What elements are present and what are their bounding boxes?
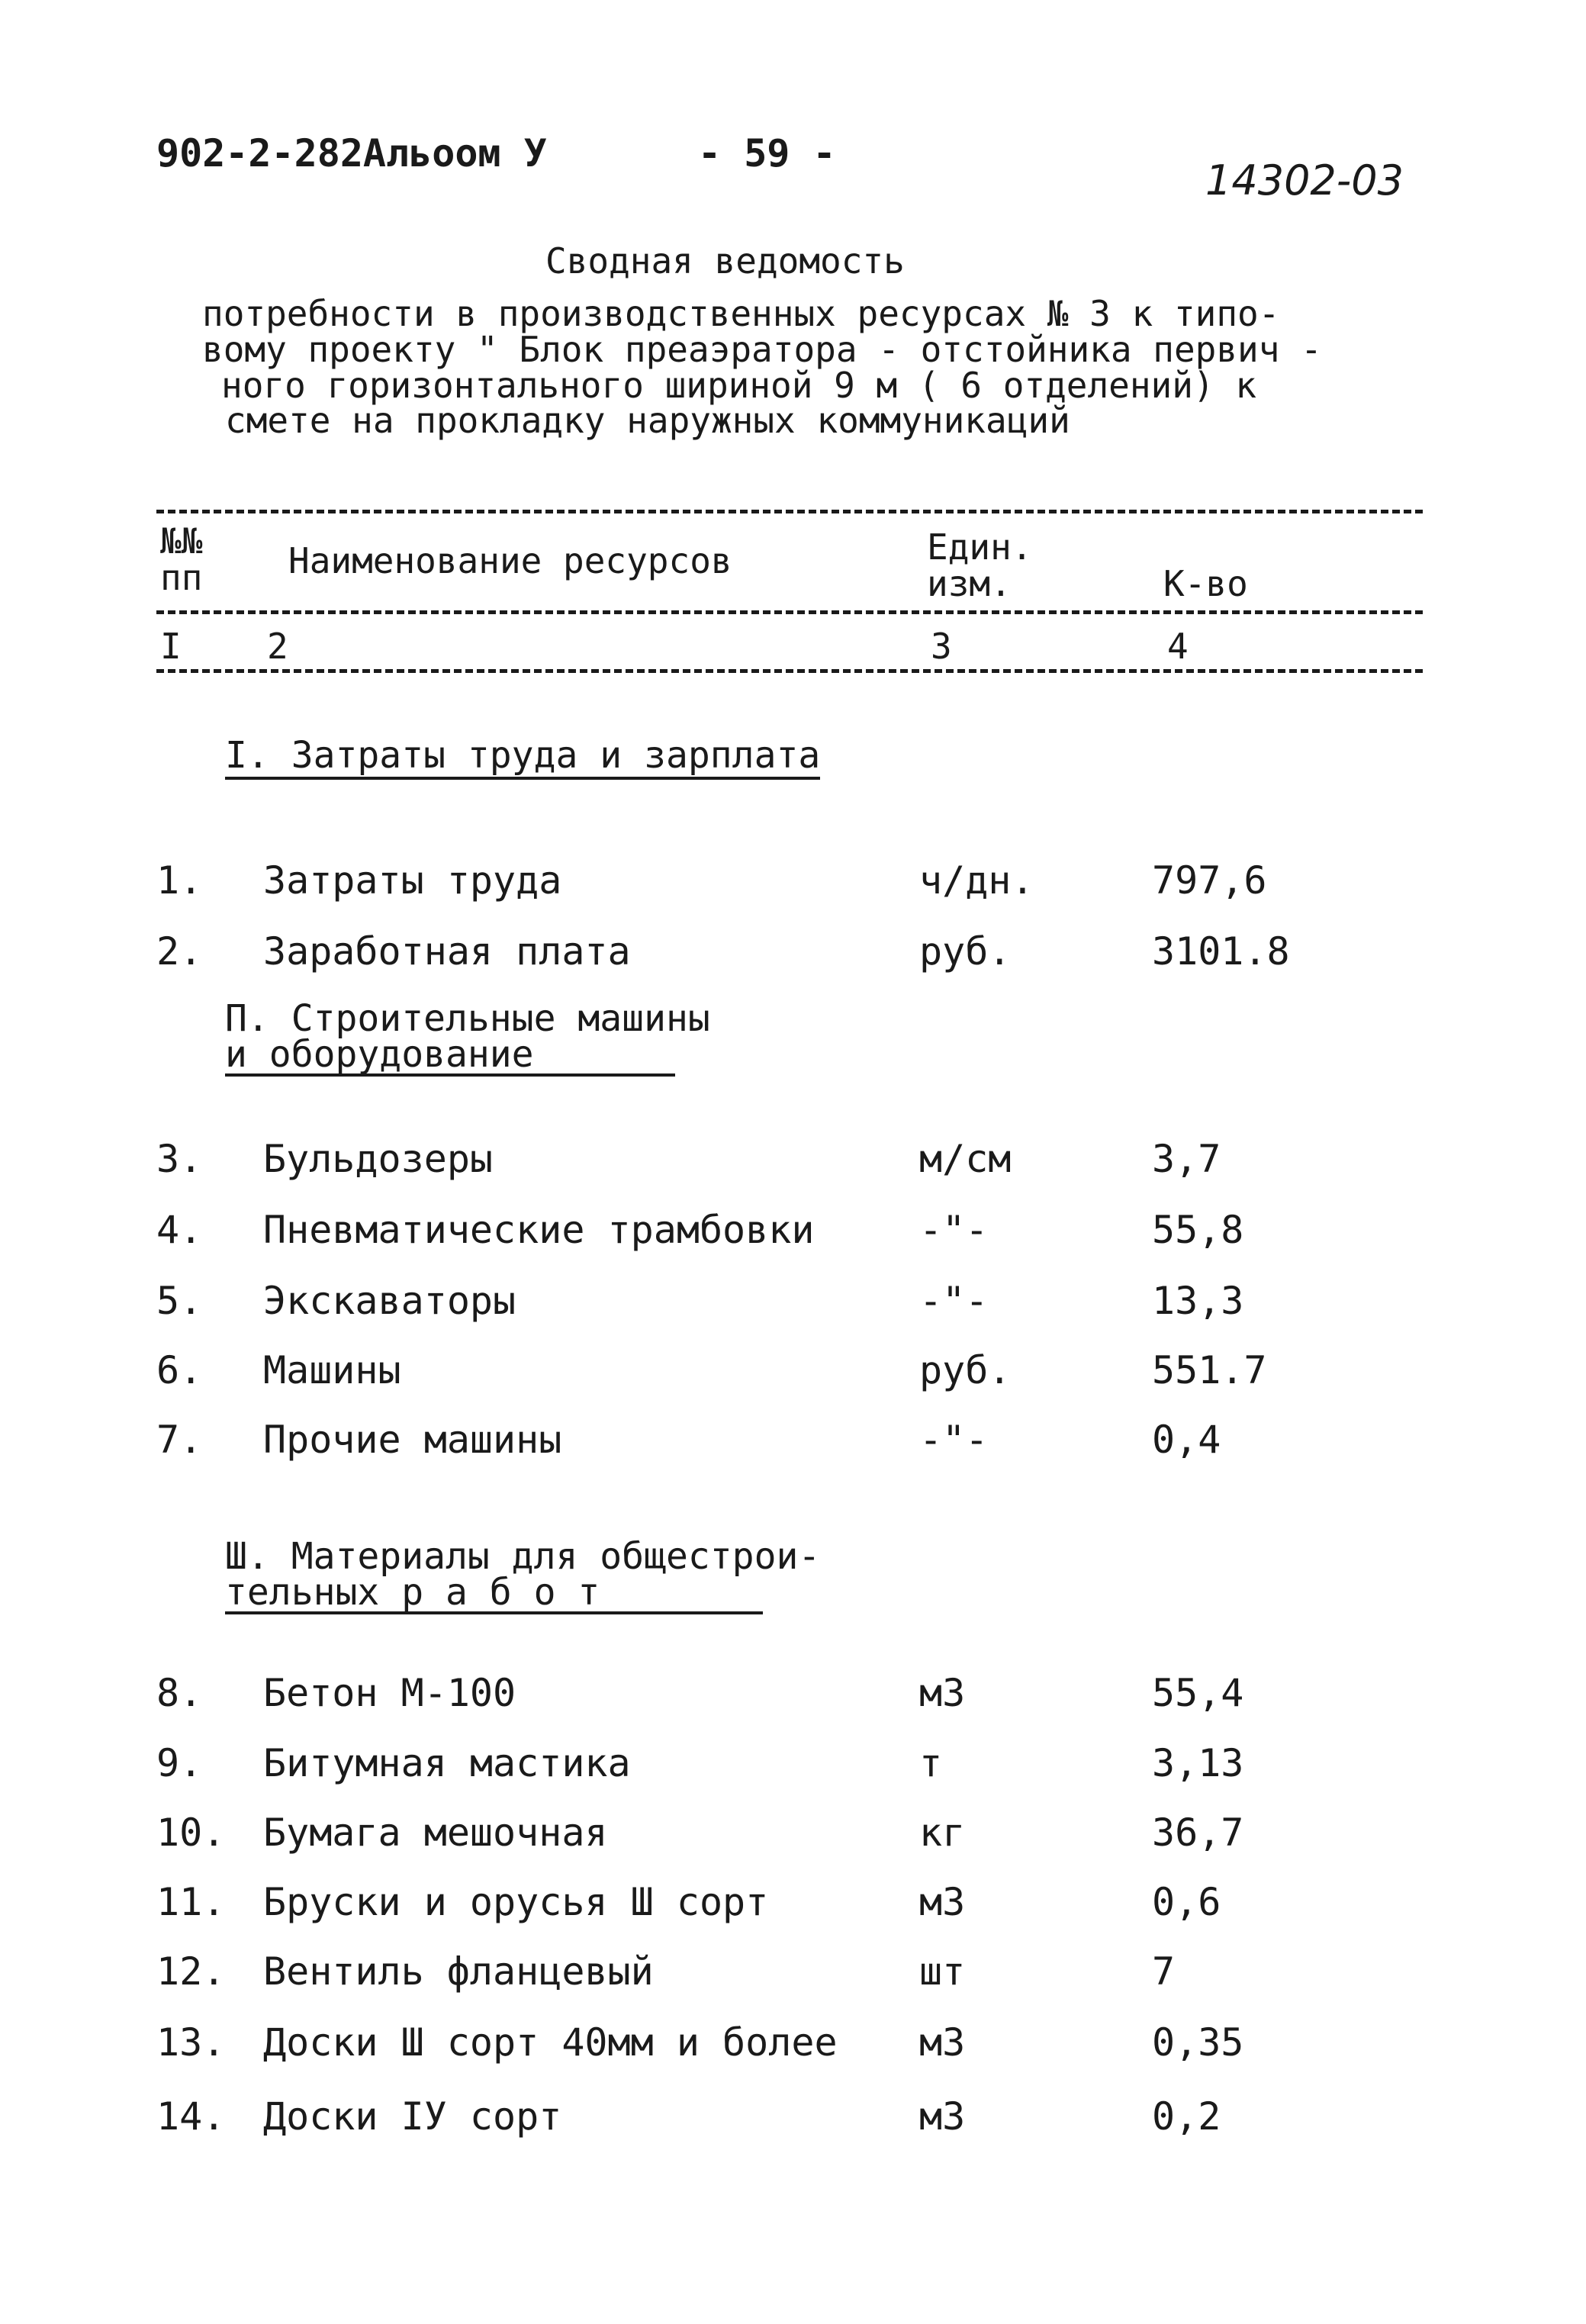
resource-quantity: 55,8: [1152, 1208, 1244, 1252]
column-number: I: [160, 626, 182, 667]
column-number: 2: [267, 626, 288, 667]
resource-unit: м/см: [919, 1137, 1012, 1181]
resource-unit: м3: [919, 1880, 966, 1924]
column-number: 3: [931, 626, 952, 667]
resource-quantity: 13,3: [1152, 1279, 1244, 1323]
resource-name: Доски Ш сорт 40мм и более: [263, 2020, 838, 2065]
page-number: - 59 -: [698, 131, 836, 175]
resource-name: Затраты труда: [263, 858, 562, 903]
resource-name: Экскаваторы: [263, 1279, 516, 1323]
section-title: тельных р а б о т: [225, 1573, 763, 1614]
row-number: 8.: [156, 1671, 203, 1715]
resource-unit: -"-: [919, 1279, 989, 1323]
resource-name: Пневматические трамбовки: [263, 1208, 815, 1252]
resource-name: Бруски и орусья Ш сорт: [263, 1880, 769, 1924]
resource-unit: руб.: [919, 1348, 1012, 1392]
row-number: 5.: [156, 1279, 203, 1323]
resource-unit: -"-: [919, 1208, 989, 1252]
row-number: 3.: [156, 1137, 203, 1181]
resource-name: Бумага мешочная: [263, 1811, 608, 1855]
resource-unit: т: [919, 1741, 943, 1785]
row-number: 7.: [156, 1418, 203, 1462]
row-number: 11.: [156, 1880, 226, 1924]
column-number: 4: [1167, 626, 1189, 667]
resource-unit: м3: [919, 2094, 966, 2139]
row-number: 6.: [156, 1348, 203, 1392]
section-title: П. Строительные машины: [225, 997, 710, 1040]
row-number: 1.: [156, 858, 203, 903]
resource-unit: руб.: [919, 929, 1012, 974]
subtitle-line: вому проекту " Блок преаэратора - отстойника первич -: [202, 329, 1322, 370]
column-header-unit: изм.: [927, 563, 1012, 604]
resource-name: Машины: [263, 1348, 401, 1392]
resource-name: Доски IУ сорт: [263, 2094, 562, 2139]
row-number: 13.: [156, 2020, 226, 2065]
resource-unit: -"-: [919, 1418, 989, 1462]
document-code: 902-2-282Альоом У: [156, 131, 547, 175]
resource-quantity: 0,6: [1152, 1880, 1221, 1924]
resource-quantity: 3,7: [1152, 1137, 1221, 1181]
table-header-rule: [156, 610, 1423, 614]
resource-quantity: 3101.8: [1152, 929, 1290, 974]
column-header-number: №№: [160, 520, 203, 562]
subtitle-line: смете на прокладку наружных коммуникаций: [225, 400, 1070, 441]
column-numbers-rule: [156, 669, 1423, 673]
resource-name: Вентиль фланцевый: [263, 1949, 654, 1994]
resource-unit: м3: [919, 1671, 966, 1715]
table-top-rule: [156, 510, 1423, 513]
resource-name: Заработная плата: [263, 929, 631, 974]
resource-name: Битумная мастика: [263, 1741, 631, 1785]
document-title: Сводная ведомость: [545, 240, 905, 282]
row-number: 2.: [156, 929, 203, 974]
resource-quantity: 55,4: [1152, 1671, 1244, 1715]
section-title: и оборудование: [225, 1035, 675, 1077]
column-header-number: пп: [160, 557, 203, 598]
resource-quantity: 0,2: [1152, 2094, 1221, 2139]
resource-unit: ч/дн.: [919, 858, 1034, 903]
resource-unit: кг: [919, 1811, 966, 1855]
resource-quantity: 36,7: [1152, 1811, 1244, 1855]
column-header-unit: Един.: [927, 526, 1033, 568]
resource-name: Прочие машины: [263, 1418, 562, 1462]
column-header-quantity: К-во: [1163, 563, 1248, 604]
row-number: 10.: [156, 1811, 226, 1855]
resource-quantity: 551.7: [1152, 1348, 1267, 1392]
handwritten-code: 14302-03: [1205, 156, 1404, 204]
resource-quantity: 7: [1152, 1949, 1176, 1994]
subtitle-line: потребности в производственных ресурсах № 3 к типо-: [202, 293, 1280, 334]
resource-name: Бульдозеры: [263, 1137, 494, 1181]
resource-unit: шт: [919, 1949, 966, 1994]
resource-quantity: 3,13: [1152, 1741, 1244, 1785]
resource-unit: м3: [919, 2020, 966, 2065]
section-title: Ш. Материалы для общестрои-: [225, 1535, 821, 1578]
row-number: 4.: [156, 1208, 203, 1252]
resource-quantity: 0,35: [1152, 2020, 1244, 2065]
section-title: I. Затраты труда и зарплата: [225, 736, 820, 774]
resource-quantity: 797,6: [1152, 858, 1267, 903]
row-number: 14.: [156, 2094, 226, 2139]
subtitle-line: ного горизонтального шириной 9 м ( 6 отделений) к: [221, 365, 1257, 406]
row-number: 12.: [156, 1949, 226, 1994]
column-header-name: Наименование ресурсов: [288, 540, 732, 581]
resource-name: Бетон М-100: [263, 1671, 516, 1715]
row-number: 9.: [156, 1741, 203, 1785]
resource-quantity: 0,4: [1152, 1418, 1221, 1462]
